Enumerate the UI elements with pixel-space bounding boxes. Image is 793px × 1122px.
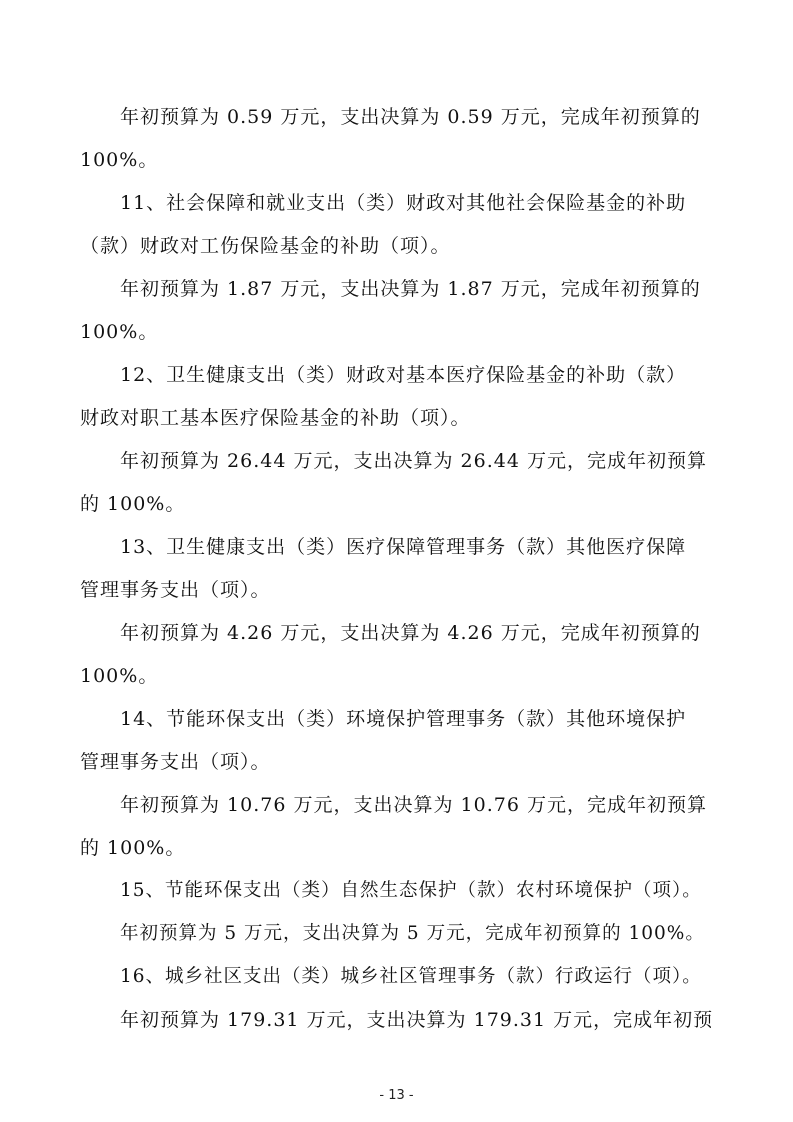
text-line	[0, 876, 793, 906]
text-line	[0, 704, 793, 734]
line-text: 年初预算为 179.31 万元，支出决算为 179.31 万元，完成年初预	[120, 1009, 714, 1031]
text-line	[0, 575, 793, 605]
text-line	[0, 532, 793, 562]
text-line	[0, 274, 793, 304]
text-line	[0, 661, 793, 691]
line-text: 14、节能环保支出（类）环境保护管理事务（款）其他环境保护	[120, 708, 687, 730]
line-text: 15、节能环保支出（类）自然生态保护（款）农村环境保护（项）。	[120, 880, 702, 901]
line-text: 管理事务支出（项）。	[80, 579, 271, 601]
text-line	[0, 145, 793, 175]
line-text: 年初预算为 4.26 万元，支出决算为 4.26 万元，完成年初预算的	[120, 622, 701, 644]
text-line	[0, 1005, 793, 1035]
text-line	[0, 360, 793, 390]
text-line	[0, 102, 793, 132]
text-line	[0, 919, 793, 949]
line-text: 11、社会保障和就业支出（类）财政对其他社会保险基金的补助	[120, 192, 687, 214]
line-text: 100%。	[80, 665, 159, 687]
page-number: - 13 -	[379, 1088, 414, 1103]
line-text: 年初预算为 10.76 万元，支出决算为 10.76 万元，完成年初预算	[120, 794, 707, 816]
text-line	[0, 446, 793, 476]
line-text: 年初预算为 5 万元，支出决算为 5 万元，完成年初预算的 100%。	[120, 923, 705, 944]
line-text: 的 100%。	[80, 837, 186, 859]
text-line	[0, 618, 793, 648]
line-text: 年初预算为 0.59 万元，支出决算为 0.59 万元，完成年初预算的	[120, 106, 701, 128]
text-line	[0, 790, 793, 820]
line-text: 的 100%。	[80, 493, 186, 515]
line-text: 管理事务支出（项）。	[80, 751, 271, 773]
line-text: 100%。	[80, 149, 159, 171]
line-text: 13、卫生健康支出（类）医疗保障管理事务（款）其他医疗保障	[120, 536, 687, 558]
text-line	[0, 747, 793, 777]
line-text: 年初预算为 26.44 万元，支出决算为 26.44 万元，完成年初预算	[120, 450, 707, 472]
text-line	[0, 962, 793, 992]
line-text: 年初预算为 1.87 万元，支出决算为 1.87 万元，完成年初预算的	[120, 278, 701, 300]
text-line	[0, 231, 793, 261]
text-line	[0, 489, 793, 519]
line-text: 12、卫生健康支出（类）财政对基本医疗保险基金的补助（款）	[120, 364, 687, 386]
text-line	[0, 188, 793, 218]
text-line	[0, 833, 793, 863]
text-line	[0, 317, 793, 347]
line-text: 财政对职工基本医疗保险基金的补助（项）。	[80, 407, 471, 429]
text-line	[0, 403, 793, 433]
line-text: （款）财政对工伤保险基金的补助（项）。	[80, 235, 451, 257]
line-text: 16、城乡社区支出（类）城乡社区管理事务（款）行政运行（项）。	[120, 966, 702, 987]
line-text: 100%。	[80, 321, 159, 343]
